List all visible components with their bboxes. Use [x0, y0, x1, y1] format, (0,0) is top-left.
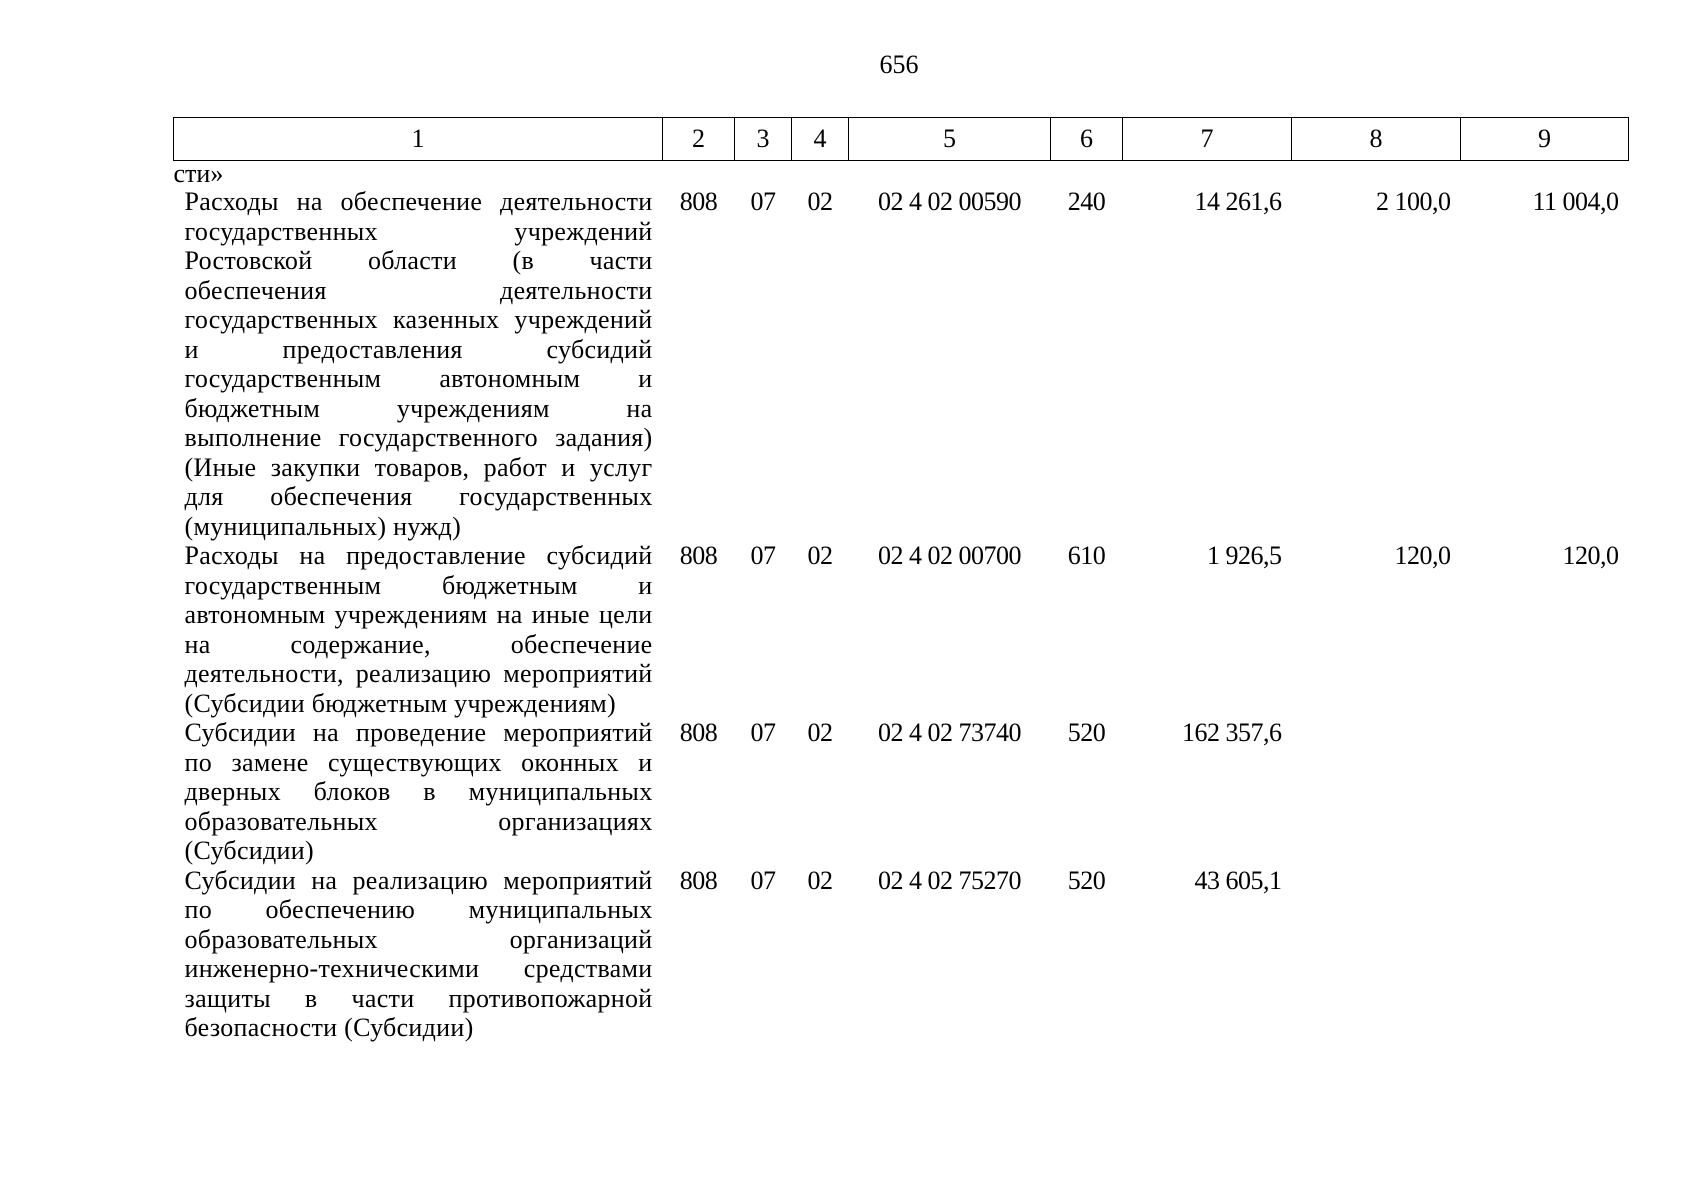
table-row [174, 187, 1629, 541]
continuation-text: сти» [173, 159, 224, 188]
table-row [174, 541, 1629, 718]
cell-amount-7: 14 261,6 [1194, 187, 1282, 216]
cell-target-article: 02 4 02 73740 [878, 718, 1021, 747]
cell-expense-type: 610 [1067, 541, 1106, 570]
column-header-6: 6 [1051, 118, 1123, 161]
cell-amount-9: 120,0 [1562, 541, 1619, 570]
column-header-8: 8 [1292, 118, 1461, 161]
cell-subsection: 02 [807, 718, 833, 747]
cell-expense-type: 520 [1067, 718, 1106, 747]
column-header-7: 7 [1123, 118, 1292, 161]
row-description: Субсидии на реализацию мероприятий по обеспечению муниципальных образовательных организаций инженерно-техническими средствами защиты в части противопожарной безопасности (Субсидии) [184, 865, 653, 1042]
cell-expense-type: 240 [1067, 187, 1106, 216]
cell-expense-type: 520 [1067, 865, 1106, 895]
cell-ministry-code: 808 [679, 187, 718, 216]
column-header-2: 2 [663, 118, 735, 161]
row-description: Расходы на обеспечение деятельности государственных учреждений Ростовской области (в части обеспечения деятельности государственных казенных учреждений и предоставления субсидий государственным автономным и бюджетным учреждениям на выполнение государственного задания) (Иные закупки товаров, работ и услуг для обеспечения государственных (муниципальных) нужд) [184, 187, 653, 541]
cell-target-article: 02 4 02 00590 [878, 187, 1021, 216]
cell-target-article: 02 4 02 75270 [878, 865, 1021, 895]
cell-ministry-code: 808 [679, 865, 718, 895]
table-row [174, 866, 1629, 1043]
cell-section: 07 [750, 865, 776, 895]
cell-ministry-code: 808 [679, 718, 718, 747]
row-description: Расходы на предоставление субсидий государственным бюджетным и автономным учреждениям на иные цели на содержание, обеспечение деятельности, реализацию мероприятий (Субсидии бюджетным учреждениям) [184, 541, 653, 718]
cell-amount-8 [1292, 718, 1461, 866]
cell-subsection: 02 [807, 865, 833, 895]
column-header-3: 3 [735, 118, 792, 161]
column-header-5: 5 [849, 118, 1051, 161]
cell-amount-7: 43 605,1 [1194, 865, 1282, 895]
cell-section: 07 [750, 718, 776, 747]
cell-amount-9 [1461, 718, 1629, 866]
column-header-1: 1 [174, 118, 663, 161]
page-number: 656 [879, 50, 919, 79]
table-row [174, 718, 1629, 866]
cell-amount-7: 1 926,5 [1207, 541, 1282, 570]
continuation-row [174, 161, 1629, 188]
column-header-4: 4 [792, 118, 849, 161]
budget-table [173, 117, 1629, 1043]
cell-amount-8 [1292, 866, 1461, 1043]
cell-amount-7: 162 357,6 [1182, 718, 1282, 747]
cell-amount-9 [1461, 866, 1629, 1043]
cell-ministry-code: 808 [679, 541, 718, 570]
cell-target-article: 02 4 02 00700 [878, 541, 1021, 570]
cell-amount-8: 120,0 [1394, 541, 1451, 570]
cell-subsection: 02 [807, 541, 833, 570]
cell-section: 07 [750, 541, 776, 570]
column-header-9: 9 [1461, 118, 1629, 161]
cell-section: 07 [750, 187, 776, 216]
header-row [174, 118, 1629, 161]
row-description: Субсидии на проведение мероприятий по замене существующих оконных и дверных блоков в муниципальных образовательных организациях (Субсидии) [184, 718, 653, 865]
cell-subsection: 02 [807, 187, 833, 216]
cell-amount-8: 2 100,0 [1376, 187, 1451, 216]
cell-amount-9: 11 004,0 [1532, 187, 1619, 216]
